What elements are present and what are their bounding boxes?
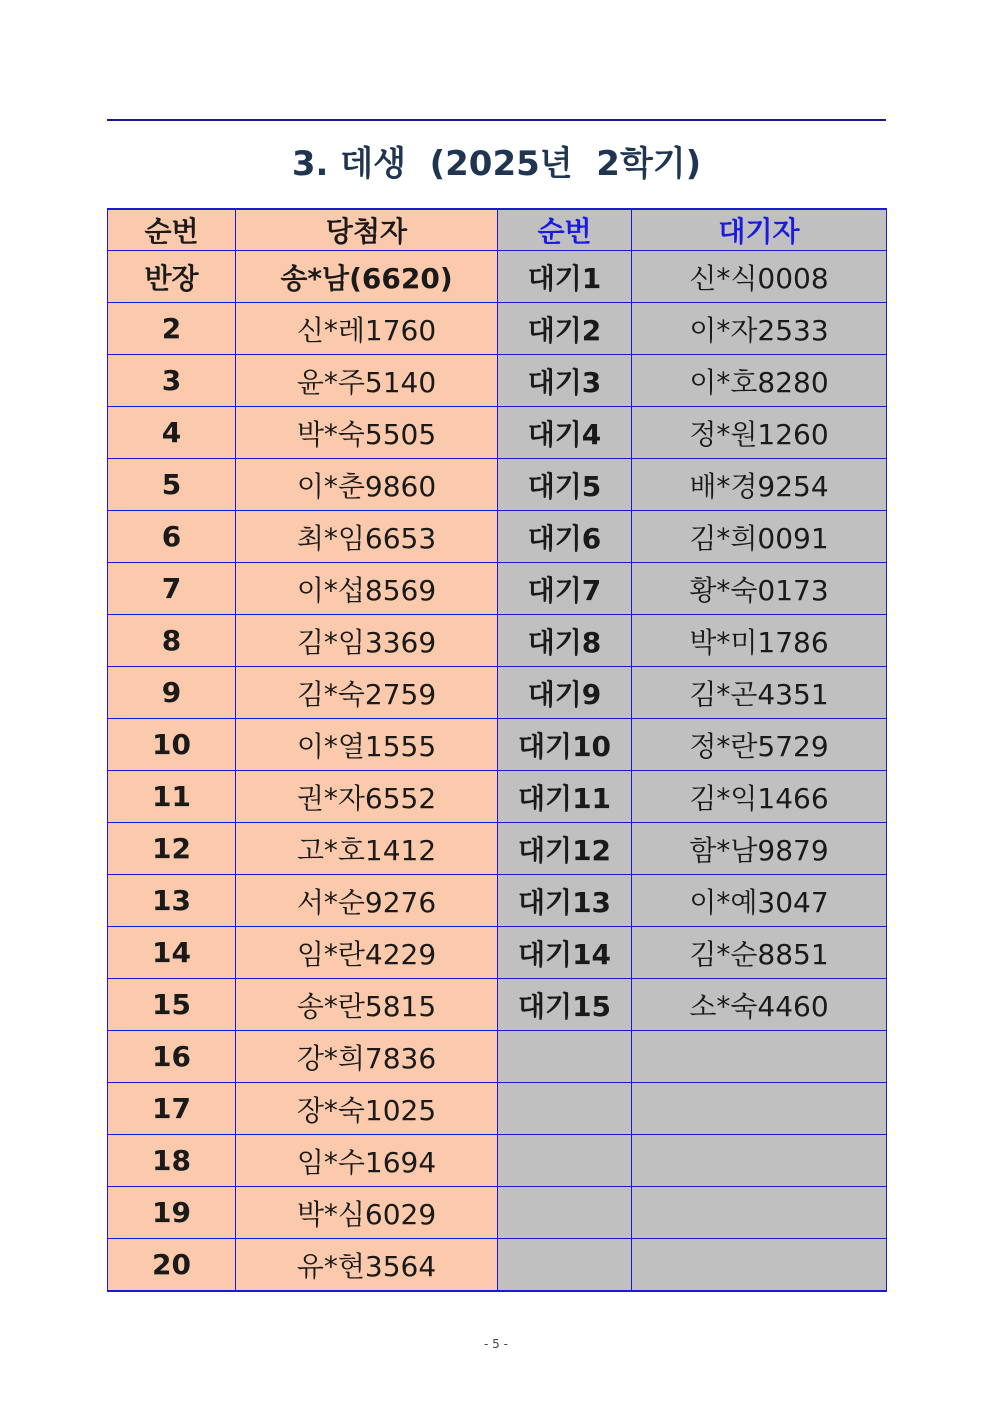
header-winner: 당첨자 (236, 209, 498, 251)
rank-cell: 12 (108, 823, 236, 875)
wait-rank-cell: 대기7 (498, 563, 632, 615)
table-row (108, 1083, 887, 1135)
table-row (108, 927, 887, 979)
winner-cell: 이*섭8569 (236, 563, 498, 615)
wait-rank-cell: 대기6 (498, 511, 632, 563)
table-row (108, 875, 887, 927)
winner-cell: 서*순9276 (236, 875, 498, 927)
rank-cell: 반장 (108, 251, 236, 303)
waiter-cell (632, 1135, 887, 1187)
winner-cell: 장*숙1025 (236, 1083, 498, 1135)
wait-rank-cell: 대기11 (498, 771, 632, 823)
wait-rank-cell: 대기12 (498, 823, 632, 875)
table-row (108, 979, 887, 1031)
header-wait-rank: 순번 (498, 209, 632, 251)
winner-cell: 최*임6653 (236, 511, 498, 563)
wait-rank-cell (498, 1187, 632, 1239)
rank-cell: 19 (108, 1187, 236, 1239)
waiter-cell: 소*숙4460 (632, 979, 887, 1031)
rank-cell: 9 (108, 667, 236, 719)
wait-rank-cell: 대기1 (498, 251, 632, 303)
winner-cell: 임*수1694 (236, 1135, 498, 1187)
waiter-cell: 이*자2533 (632, 303, 887, 355)
rank-cell: 17 (108, 1083, 236, 1135)
wait-rank-cell (498, 1031, 632, 1083)
header-waiter: 대기자 (632, 209, 887, 251)
wait-rank-cell: 대기14 (498, 927, 632, 979)
winner-cell: 신*레1760 (236, 303, 498, 355)
table-row (108, 407, 887, 459)
wait-rank-cell: 대기8 (498, 615, 632, 667)
table-row (108, 1187, 887, 1239)
table-row (108, 1031, 887, 1083)
rank-cell: 15 (108, 979, 236, 1031)
table-row (108, 615, 887, 667)
wait-rank-cell: 대기13 (498, 875, 632, 927)
wait-rank-cell: 대기5 (498, 459, 632, 511)
waiter-cell: 배*경9254 (632, 459, 887, 511)
winner-cell: 권*자6552 (236, 771, 498, 823)
rank-cell: 8 (108, 615, 236, 667)
rank-cell: 3 (108, 355, 236, 407)
rank-cell: 10 (108, 719, 236, 771)
table-row (108, 823, 887, 875)
winner-cell: 유*현3564 (236, 1239, 498, 1292)
waiter-cell: 박*미1786 (632, 615, 887, 667)
top-rule (107, 119, 886, 121)
table-row (108, 251, 887, 303)
rank-cell: 5 (108, 459, 236, 511)
table-row (108, 511, 887, 563)
table-row (108, 303, 887, 355)
page-title: 3. 데생 (2025년 2학기) (291, 144, 702, 184)
wait-rank-cell: 대기3 (498, 355, 632, 407)
table-row (108, 771, 887, 823)
table-row (108, 459, 887, 511)
header-rank: 순번 (108, 209, 236, 251)
waiter-cell (632, 1239, 887, 1292)
winner-cell: 김*임3369 (236, 615, 498, 667)
wait-rank-cell: 대기2 (498, 303, 632, 355)
rank-cell: 20 (108, 1239, 236, 1292)
waiter-cell (632, 1187, 887, 1239)
table-row (108, 563, 887, 615)
waiter-cell: 정*원1260 (632, 407, 887, 459)
waiter-cell: 정*란5729 (632, 719, 887, 771)
waiter-cell: 이*호8280 (632, 355, 887, 407)
waiter-cell: 김*곤4351 (632, 667, 887, 719)
winner-cell: 박*숙5505 (236, 407, 498, 459)
waiter-cell: 김*순8851 (632, 927, 887, 979)
winner-cell: 이*열1555 (236, 719, 498, 771)
wait-rank-cell (498, 1239, 632, 1292)
rank-cell: 7 (108, 563, 236, 615)
rank-cell: 13 (108, 875, 236, 927)
waiter-cell: 황*숙0173 (632, 563, 887, 615)
rank-cell: 6 (108, 511, 236, 563)
wait-rank-cell: 대기4 (498, 407, 632, 459)
table-header-row (108, 209, 887, 251)
lottery-table (107, 208, 887, 1292)
rank-cell: 11 (108, 771, 236, 823)
rank-cell: 16 (108, 1031, 236, 1083)
winner-cell: 송*남(6620) (236, 251, 498, 303)
rank-cell: 4 (108, 407, 236, 459)
winner-cell: 강*희7836 (236, 1031, 498, 1083)
wait-rank-cell (498, 1083, 632, 1135)
rank-cell: 18 (108, 1135, 236, 1187)
winner-cell: 윤*주5140 (236, 355, 498, 407)
winner-cell: 송*란5815 (236, 979, 498, 1031)
wait-rank-cell: 대기10 (498, 719, 632, 771)
waiter-cell: 함*남9879 (632, 823, 887, 875)
winner-cell: 김*숙2759 (236, 667, 498, 719)
winner-cell: 고*호1412 (236, 823, 498, 875)
waiter-cell: 신*식0008 (632, 251, 887, 303)
page-number: - 5 - (484, 1337, 508, 1351)
wait-rank-cell: 대기15 (498, 979, 632, 1031)
rank-cell: 2 (108, 303, 236, 355)
rank-cell: 14 (108, 927, 236, 979)
wait-rank-cell (498, 1135, 632, 1187)
waiter-cell (632, 1031, 887, 1083)
winner-cell: 이*춘9860 (236, 459, 498, 511)
table-row (108, 667, 887, 719)
table-row (108, 355, 887, 407)
table-row (108, 1239, 887, 1292)
winner-cell: 박*심6029 (236, 1187, 498, 1239)
waiter-cell: 김*익1466 (632, 771, 887, 823)
table-row (108, 719, 887, 771)
table-row (108, 1135, 887, 1187)
waiter-cell: 이*예3047 (632, 875, 887, 927)
waiter-cell (632, 1083, 887, 1135)
winner-cell: 임*란4229 (236, 927, 498, 979)
waiter-cell: 김*희0091 (632, 511, 887, 563)
wait-rank-cell: 대기9 (498, 667, 632, 719)
